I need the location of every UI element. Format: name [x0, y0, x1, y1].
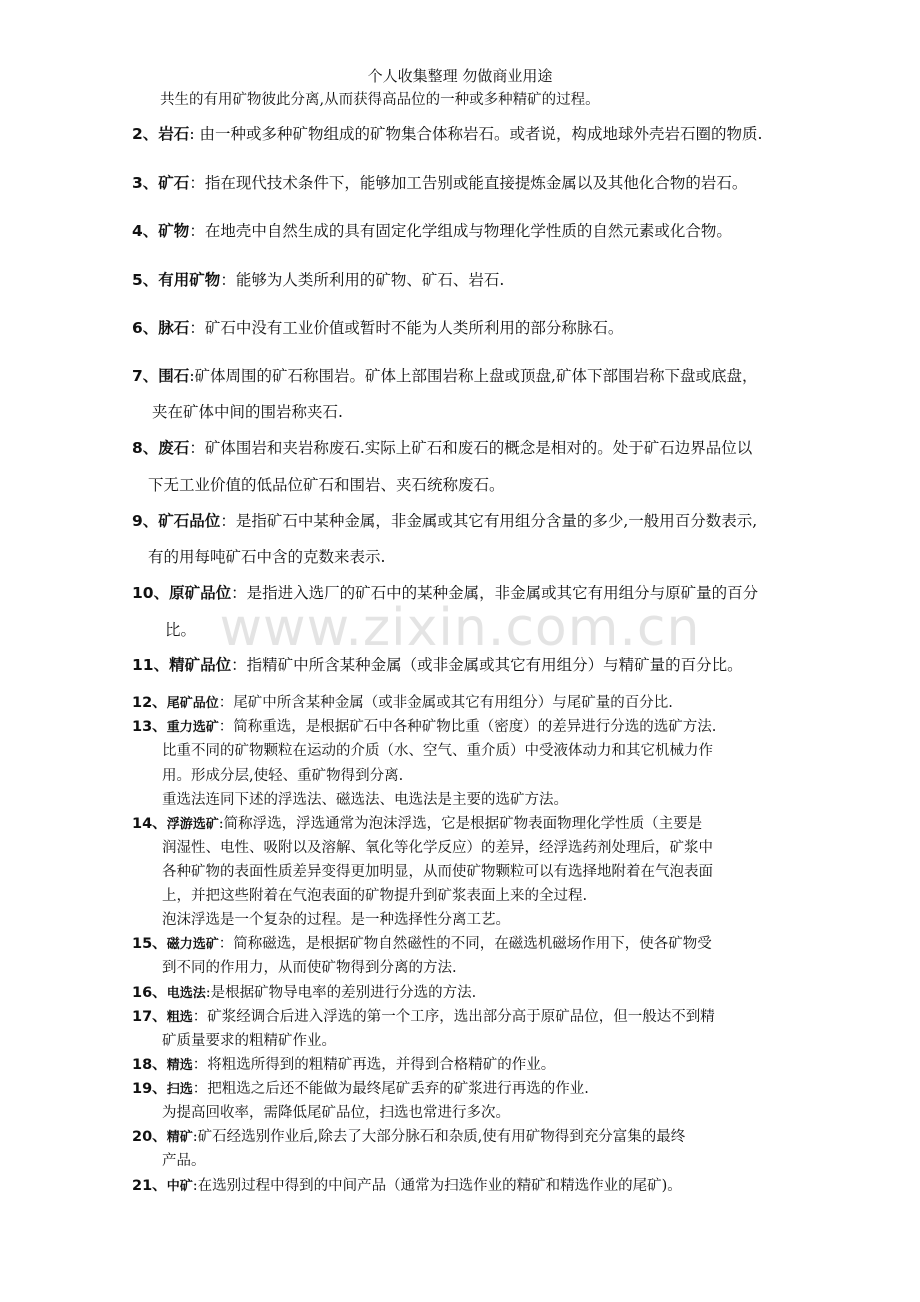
- item-number: 16、: [132, 985, 167, 1001]
- term-label: 精选: [166, 1058, 193, 1073]
- definition-item: [132, 270, 504, 290]
- term-separator: ：: [189, 222, 205, 240]
- definition-text: 由一种或多种矿物组成的矿物集合体称岩石。或者说，构成地球外壳岩石圈的物质.: [199, 125, 763, 143]
- page-header: 个人收集整理 勿做商业用途: [367, 67, 553, 85]
- definition-item: [132, 1127, 685, 1148]
- definition-item: [132, 1007, 715, 1028]
- definition-text: 矿石经选别作业后,除去了大部分脉石和杂质,使有用矿物得到充分富集的最终: [197, 1129, 686, 1145]
- definition-text: 将粗选所得到的粗精矿再选，并得到合格精矿的作业。: [207, 1057, 556, 1073]
- definition-text: 尾矿中所含某种金属（或非金属或其它有用组分）与尾矿量的百分比.: [233, 695, 673, 711]
- definition-item: [132, 934, 712, 955]
- term-separator: :: [192, 1178, 198, 1194]
- definition-item: [132, 1055, 555, 1076]
- definition-text: 简称重选，是根据矿石中各种矿物比重（密度）的差异进行分选的选矿方法.: [233, 719, 717, 735]
- definition-continuation: 产品。: [162, 1153, 206, 1169]
- term-label: 矿物: [158, 222, 190, 240]
- definition-text: 简称磁选，是根据矿物自然磁性的不同，在磁选机磁场作用下，使各矿物受: [233, 936, 712, 952]
- definition-continuation: 泡沫浮选是一个复杂的过程。是一种选择性分离工艺。: [162, 912, 510, 928]
- definition-item: [132, 438, 752, 458]
- term-label: 岩石: [158, 125, 190, 143]
- term-label: 磁力选矿: [166, 937, 219, 952]
- item-number: 4、: [132, 222, 159, 240]
- definition-item: [132, 814, 702, 835]
- term-separator: ：: [192, 1057, 208, 1073]
- term-separator: ：: [192, 1009, 208, 1025]
- definition-text: 矿体围岩和夹岩称废石.实际上矿石和废石的概念是相对的。处于矿石边界品位以: [204, 439, 753, 457]
- term-separator: ：: [231, 656, 247, 674]
- term-label: 精矿品位: [169, 656, 232, 674]
- term-separator: :: [189, 125, 200, 143]
- term-label: 粗选: [166, 1010, 193, 1025]
- definition-continuation: 上，并把这些附着在气泡表面的矿物提升到矿浆表面上来的全过程.: [162, 888, 588, 904]
- term-label: 原矿品位: [169, 584, 232, 602]
- definition-text: 简称浮选，浮选通常为泡沫浮选，它是根据矿物表面物理化学性质（主要是: [223, 816, 703, 832]
- item-number: 7、: [132, 367, 159, 385]
- item-number: 11、: [132, 656, 170, 674]
- definition-continuation: 比重不同的矿物颗粒在运动的介质（水、空气、重介质）中受液体动力和其它机械力作: [162, 743, 713, 759]
- term-label: 有用矿物: [158, 271, 221, 289]
- item-number: 2、: [132, 125, 159, 143]
- definition-text: 矿体周围的矿石称围岩。矿体上部围岩称上盘或顶盘,矿体下部围岩称下盘或底盘，: [194, 367, 758, 385]
- term-separator: ：: [218, 719, 234, 735]
- term-label: 尾矿品位: [166, 696, 219, 711]
- term-label: 精矿: [166, 1130, 193, 1145]
- definition-item: [132, 1176, 682, 1197]
- definition-item: [132, 717, 716, 738]
- term-separator: :: [205, 985, 211, 1001]
- item-number: 9、: [132, 512, 159, 530]
- term-separator: ：: [192, 1081, 208, 1097]
- definition-item: [132, 693, 673, 714]
- term-separator: :: [189, 367, 195, 385]
- item-number: 17、: [132, 1009, 167, 1025]
- definition-text: 矿浆经调合后进入浮选的第一个工序，选出部分高于原矿品位，但一般达不到精: [207, 1009, 715, 1025]
- definition-continuation: 比。: [165, 621, 197, 639]
- item-number: 20、: [132, 1129, 167, 1145]
- term-label: 电选法: [166, 986, 206, 1001]
- definition-continuation: 重选法连同下述的浮选法、磁选法、电选法是主要的选矿方法。: [162, 792, 568, 808]
- definition-item: [132, 1079, 589, 1100]
- term-separator: :: [218, 816, 224, 832]
- term-separator: ：: [231, 584, 247, 602]
- definition-continuation: 夹在矿体中间的围岩称夹石.: [152, 403, 343, 421]
- definition-text: 在地壳中自然生成的具有固定化学组成与物理化学性质的自然元素或化合物。: [204, 222, 732, 240]
- definition-text: 矿石中没有工业价值或暂时不能为人类所利用的部分称脉石。: [204, 319, 624, 337]
- definition-continuation: 为提高回收率，需降低尾矿品位，扫选也常进行多次。: [162, 1105, 510, 1121]
- definition-item: [132, 983, 476, 1004]
- term-label: 矿石: [158, 174, 190, 192]
- definition-item: [132, 511, 757, 531]
- item-number: 13、: [132, 719, 167, 735]
- definition-text: 是指进入选厂的矿石中的某种金属，非金属或其它有用组分与原矿量的百分: [246, 584, 759, 602]
- definition-item: [132, 655, 743, 675]
- definition-continuation: 有的用每吨矿石中含的克数来表示.: [148, 548, 386, 566]
- definition-text: 在选别过程中得到的中间产品（通常为扫选作业的精矿和精选作业的尾矿)。: [197, 1178, 682, 1194]
- term-label: 废石: [158, 439, 190, 457]
- definition-continuation: 各种矿物的表面性质差异变得更加明显，从而使矿物颗粒可以有选择地附着在气泡表面: [162, 864, 713, 880]
- definition-item: [132, 583, 758, 603]
- definition-text: 是指矿石中某种金属，非金属或其它有用组分含量的多少,一般用百分数表示,: [235, 512, 758, 530]
- item-number: 6、: [132, 319, 159, 337]
- term-separator: :: [192, 1129, 198, 1145]
- term-separator: ：: [189, 439, 205, 457]
- definition-continuation: 用。形成分层,使轻、重矿物得到分离.: [162, 768, 404, 784]
- watermark: www.zixin.com.cn: [219, 598, 701, 658]
- item-number: 5、: [132, 271, 159, 289]
- definition-text: 是根据矿物导电率的差别进行分选的方法.: [210, 985, 477, 1001]
- item-number: 10、: [132, 584, 170, 602]
- intro-line: 共生的有用矿物彼此分离,从而获得高品位的一种或多种精矿的过程。: [160, 92, 600, 108]
- term-separator: ：: [189, 174, 205, 192]
- definition-item: [132, 124, 762, 144]
- definition-continuation: 到不同的作用力，从而使矿物得到分离的方法.: [162, 960, 457, 976]
- item-number: 8、: [132, 439, 159, 457]
- definition-item: [132, 173, 747, 193]
- term-separator: ：: [189, 319, 205, 337]
- term-label: 重力选矿: [166, 720, 219, 735]
- term-label: 围石: [158, 367, 190, 385]
- definition-continuation: 润湿性、电性、吸附以及溶解、氧化等化学反应）的差异，经浮选药剂处理后，矿浆中: [162, 840, 713, 856]
- term-label: 浮游选矿: [166, 817, 219, 832]
- definition-text: 指在现代技术条件下，能够加工告别或能直接提炼金属以及其他化合物的岩石。: [204, 174, 748, 192]
- item-number: 15、: [132, 936, 167, 952]
- definition-text: 能够为人类所利用的矿物、矿石、岩石.: [235, 271, 505, 289]
- item-number: 19、: [132, 1081, 167, 1097]
- item-number: 21、: [132, 1178, 167, 1194]
- item-number: 3、: [132, 174, 159, 192]
- item-number: 12、: [132, 695, 167, 711]
- term-label: 扫选: [166, 1082, 193, 1097]
- term-separator: ：: [218, 695, 234, 711]
- definition-item: [132, 366, 757, 386]
- term-separator: ：: [218, 936, 234, 952]
- item-number: 18、: [132, 1057, 167, 1073]
- definition-continuation: 矿质量要求的粗精矿作业。: [162, 1033, 336, 1049]
- term-label: 脉石: [158, 319, 190, 337]
- term-separator: ：: [220, 271, 236, 289]
- definition-text: 把粗选之后还不能做为最终尾矿丢弃的矿浆进行再选的作业.: [207, 1081, 589, 1097]
- term-label: 矿石品位: [158, 512, 221, 530]
- term-label: 中矿: [166, 1179, 193, 1194]
- item-number: 14、: [132, 816, 167, 832]
- definition-item: [132, 318, 623, 338]
- definition-item: [132, 221, 732, 241]
- definition-text: 指精矿中所含某种金属（或非金属或其它有用组分）与精矿量的百分比。: [246, 656, 743, 674]
- term-separator: ：: [220, 512, 236, 530]
- definition-continuation: 下无工业价值的低品位矿石和围岩、夹石统称废石。: [148, 476, 505, 494]
